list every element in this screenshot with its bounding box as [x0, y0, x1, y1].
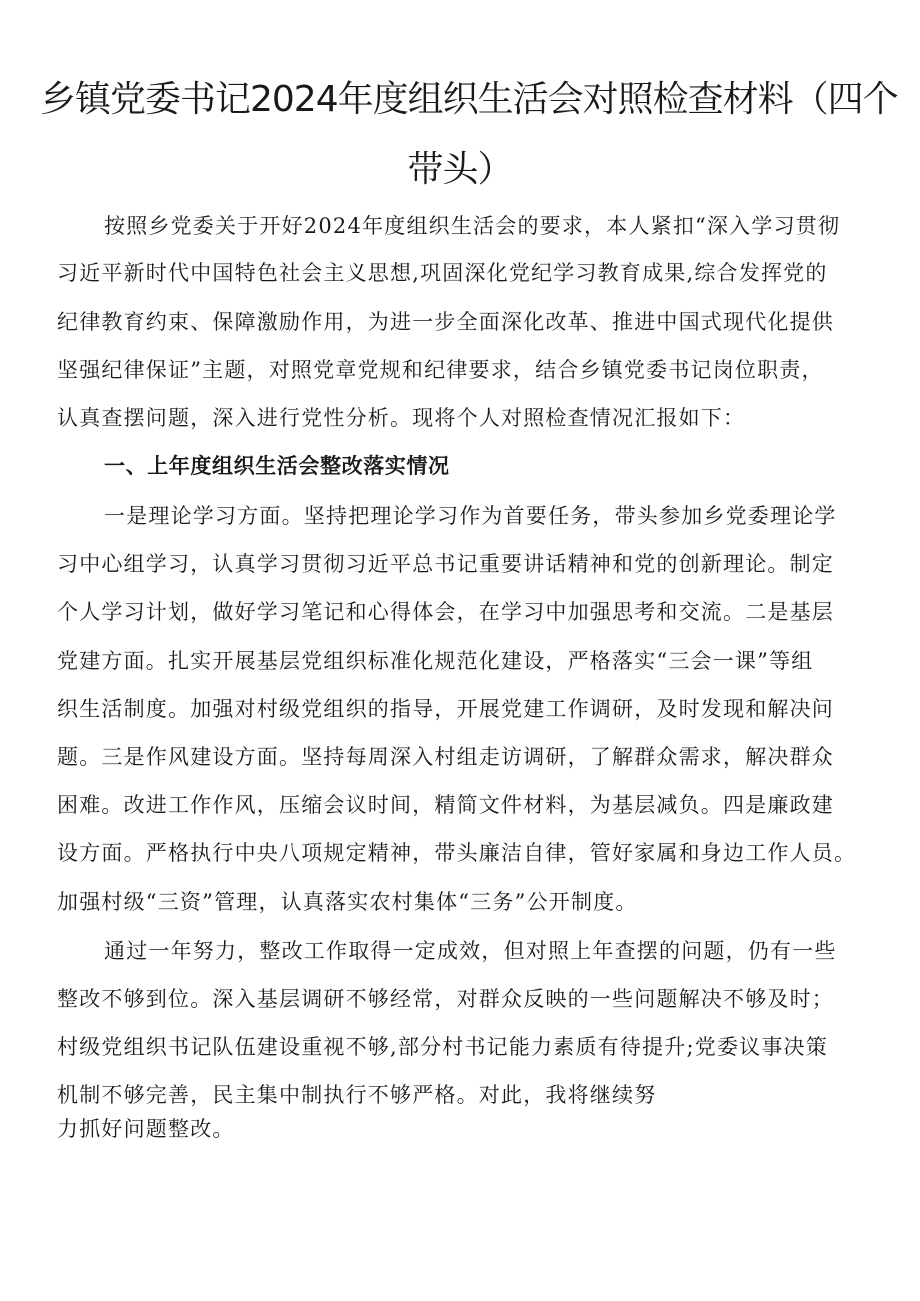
summary-paragraph-line: 通过一年努力，整改工作取得一定成效，但对照上年查摆的问题，仍有一些: [104, 939, 837, 963]
section-heading-1: 一、上年度组织生活会整改落实情况: [104, 454, 450, 478]
summary-paragraph-line: 机制不够完善，民主集中制执行不够严格。对此，我将继续努: [57, 1083, 657, 1107]
intro-paragraph-line: 坚强纪律保证”主题，对照党章党规和纪律要求，结合乡镇党委书记岗位职责，: [57, 358, 824, 382]
section-1-paragraph-line: 加强村级“三资”管理，认真落实农村集体“三务”公开制度。: [57, 890, 638, 914]
section-1-paragraph-line: 困难。改进工作作风，压缩会议时间，精简文件材料，为基层减负。四是廉政建: [57, 793, 834, 817]
intro-paragraph-line: 习近平新时代中国特色社会主义思想,巩固深化党纪学习教育成果,综合发挥党的: [57, 261, 828, 285]
section-1-paragraph-line: 习中心组学习，认真学习贯彻习近平总书记重要讲话精神和党的创新理论。制定: [57, 552, 834, 576]
intro-paragraph-line: 纪律教育约束、保障激励作用，为进一步全面深化改革、推进中国式现代化提供: [57, 310, 834, 334]
section-1-paragraph-line: 题。三是作风建设方面。坚持每周深入村组走访调研，了解群众需求，解决群众: [57, 745, 834, 769]
document-title-line-1: 乡镇党委书记2024年度组织生活会对照检查材料（四个: [40, 79, 898, 120]
section-1-paragraph-line: 织生活制度。加强对村级党组织的指导，开展党建工作调研，及时发现和解决问: [57, 697, 834, 721]
section-1-paragraph-line: 党建方面。扎实开展基层党组织标准化规范化建设，严格落实“三会一课”等组: [57, 649, 814, 673]
summary-paragraph-line: 力抓好问题整改。: [57, 1117, 235, 1141]
section-1-paragraph-line: 个人学习计划，做好学习笔记和心得体会，在学习中加强思考和交流。二是基层: [57, 600, 834, 624]
summary-paragraph-line: 整改不够到位。深入基层调研不够经常，对群众反映的一些问题解决不够及时；: [57, 987, 834, 1011]
summary-paragraph-line: 村级党组织书记队伍建设重视不够,部分村书记能力素质有待提升;党委议事决策: [57, 1035, 828, 1059]
intro-paragraph-line: 按照乡党委关于开好2024年度组织生活会的要求，本人紧扣“深入学习贯彻: [104, 214, 841, 238]
intro-paragraph-line: 认真查摆问题，深入进行党性分析。现将个人对照检查情况汇报如下：: [57, 406, 746, 430]
section-1-paragraph-line: 一是理论学习方面。坚持把理论学习作为首要任务，带头参加乡党委理论学: [104, 504, 837, 528]
document-title-line-2: 带头）: [407, 149, 513, 190]
section-1-paragraph-line: 设方面。严格执行中央八项规定精神，带头廉洁自律，管好家属和身边工作人员。: [57, 841, 857, 865]
